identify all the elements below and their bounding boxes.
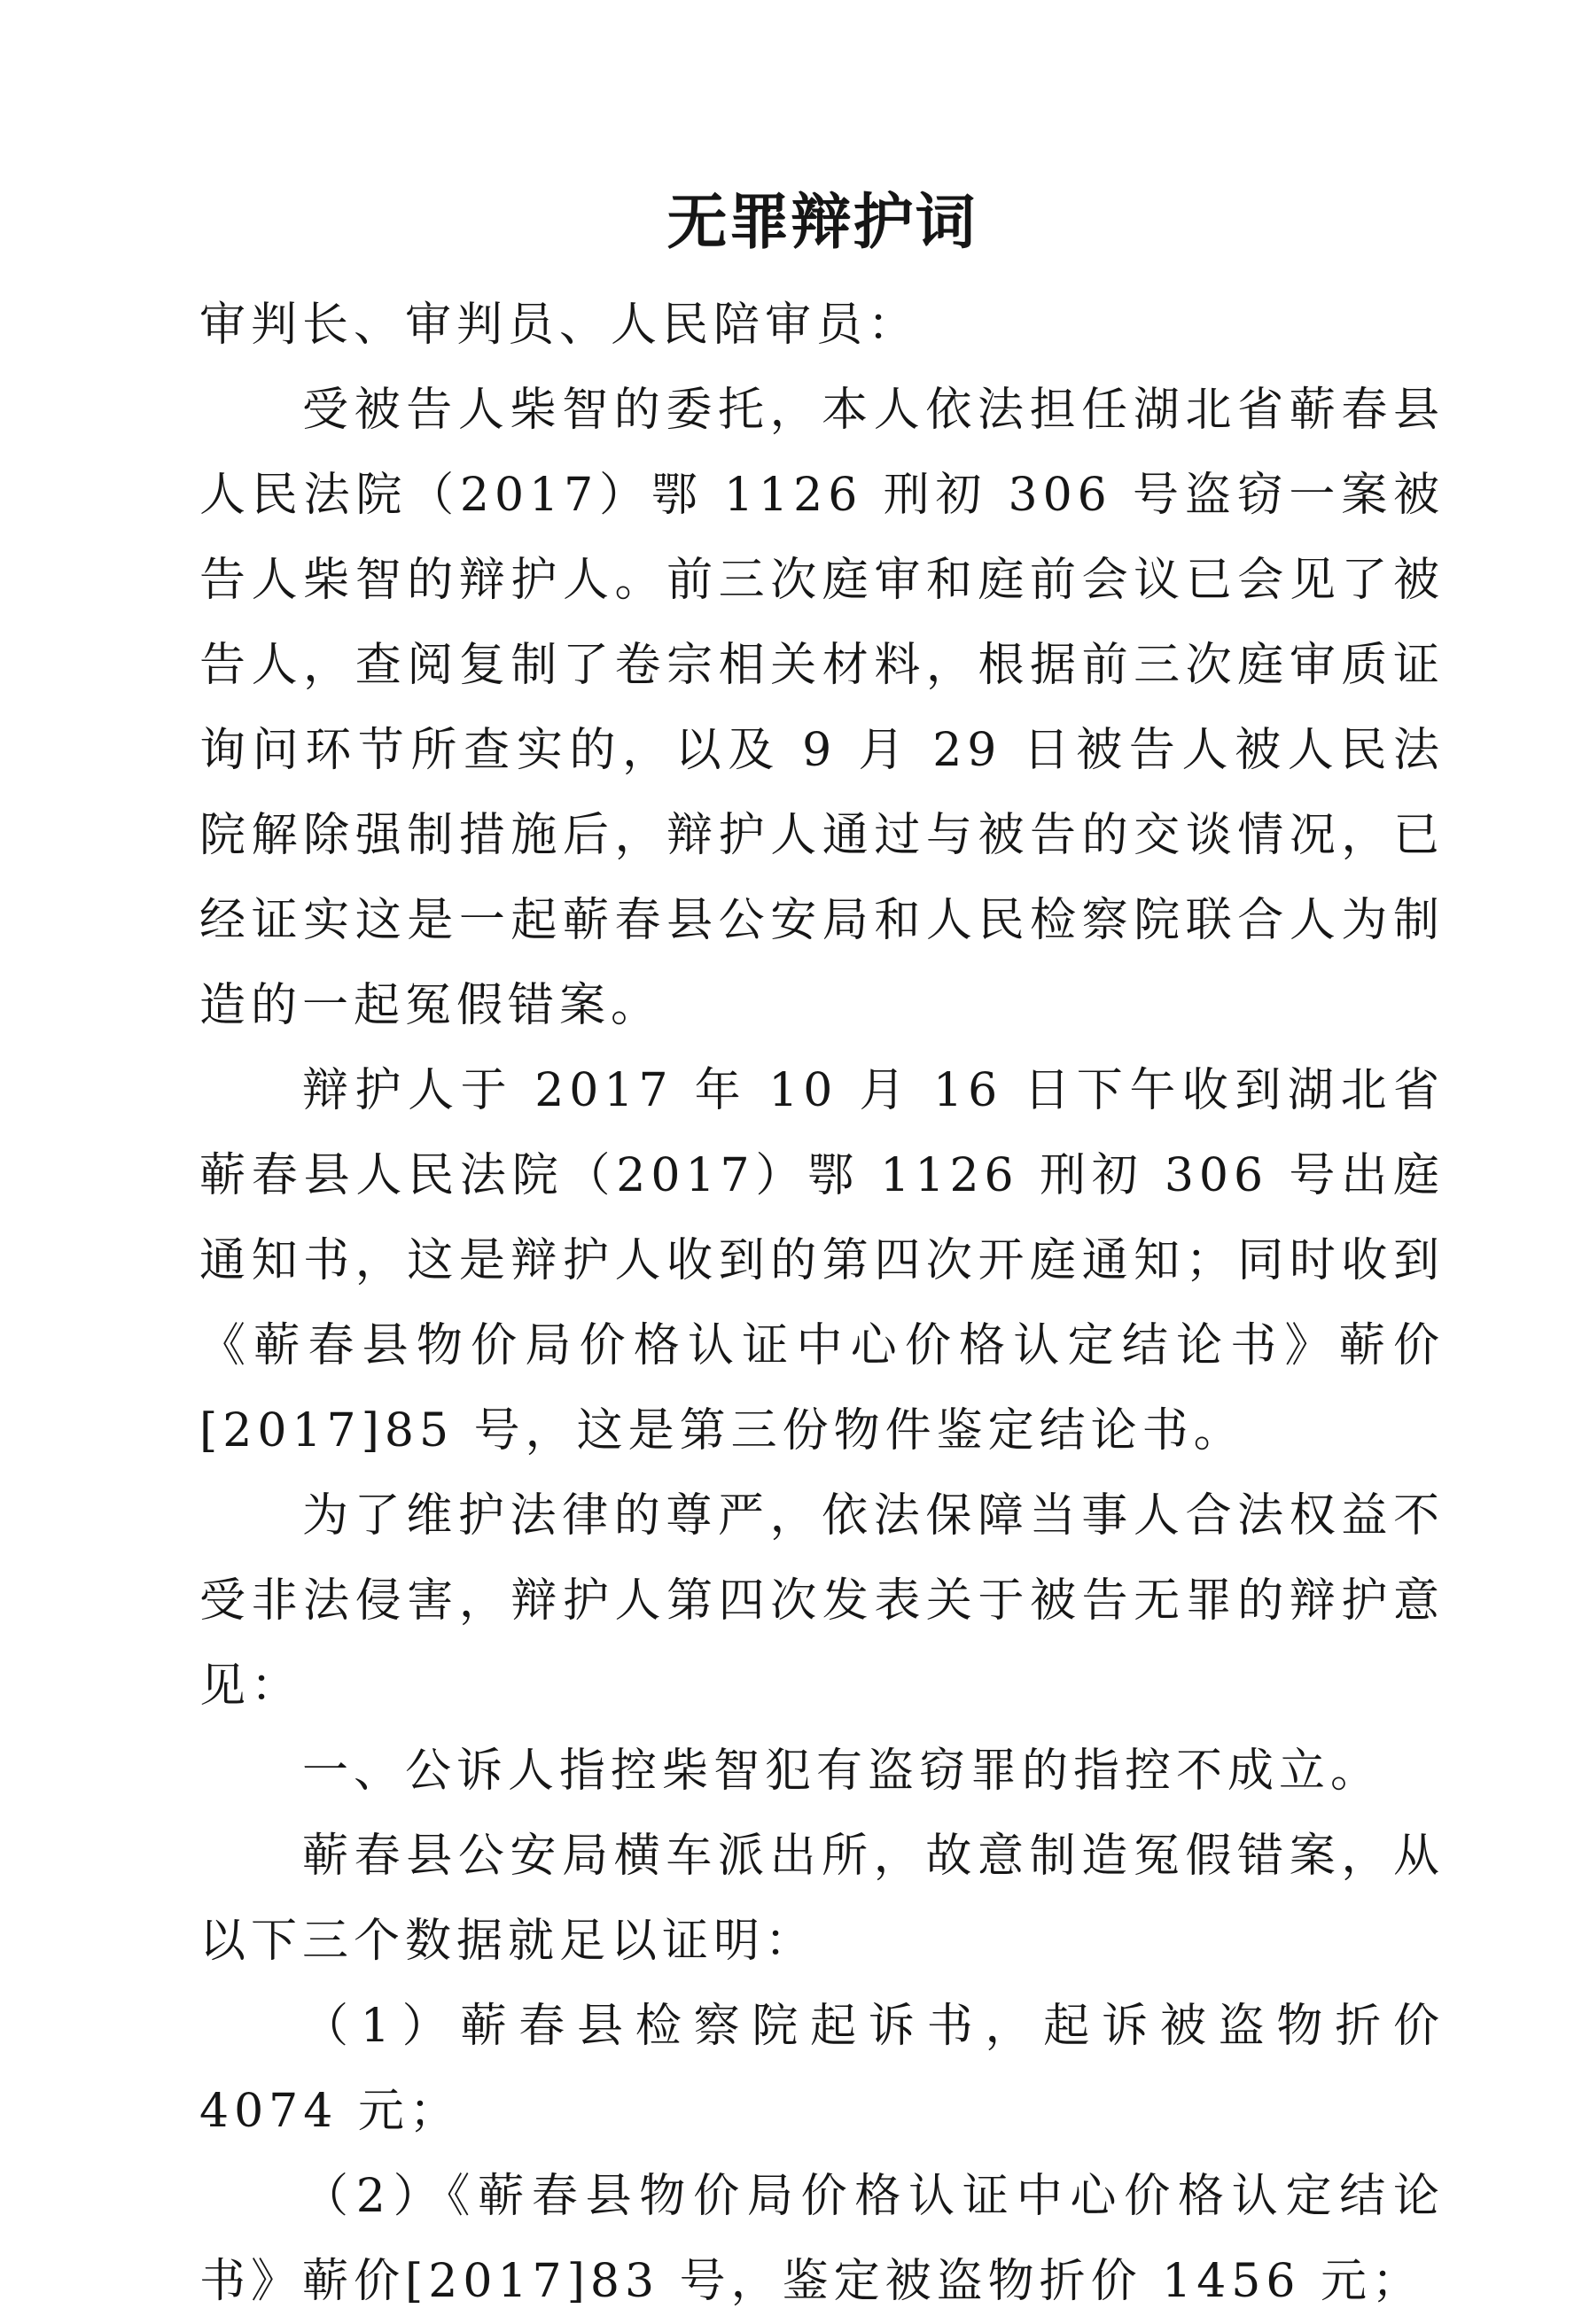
document-body — [199, 283, 1445, 2324]
document-title: 无罪辩护词 — [666, 187, 978, 258]
paragraph-court-notice: 辩护人于 2017 年 10 月 16 日下午收到湖北省蕲春县人民法院（2017）鄂 1126 刑初 306 号出庭通知书，这是辩护人收到的第四次开庭通知；同时收到《蕲春县物价局价格认证中心价格认定结论书》蕲价[2017]85 号，这是第三份物件鉴定结论书。 — [199, 1064, 1445, 1457]
paragraph-evidence-item-1: （1）蕲春县检察院起诉书，起诉被盗物折价 4074 元； — [199, 2000, 1445, 2138]
paragraph-evidence-item-2: （2）《蕲春县物价局价格认证中心价格认定结论书》蕲价[2017]83 号，鉴定被盗物折价 1456 元； — [199, 2170, 1445, 2308]
paragraph-defense-purpose: 为了维护法律的尊严，依法保障当事人合法权益不受非法侵害，辩护人第四次发表关于被告无罪的辩护意见： — [199, 1489, 1445, 1713]
paragraph-appointment: 受被告人柴智的委托，本人依法担任湖北省蕲春县人民法院（2017）鄂 1126 刑初 306 号盗窃一案被告人柴智的辩护人。前三次庭审和庭前会议已会见了被告人，查阅复制了卷宗相关材料，根据前三次庭审质证询问环节所查实的，以及 9 月 29 日被告人被人民法院解除强制措施后，辩护人通过与被告的交谈情况，已经证实这是一起蕲春县公安局和人民检察院联合人为制造的一起冤假错案。 — [199, 384, 1445, 1032]
salutation-line: 审判长、审判员、人民陪审员： — [199, 299, 920, 352]
paragraph-point-one-heading: 一、公诉人指控柴智犯有盗窃罪的指控不成立。 — [302, 1745, 1383, 1798]
paragraph-police-accusation: 蕲春县公安局横车派出所，故意制造冤假错案，从以下三个数据就足以证明： — [199, 1830, 1445, 1968]
